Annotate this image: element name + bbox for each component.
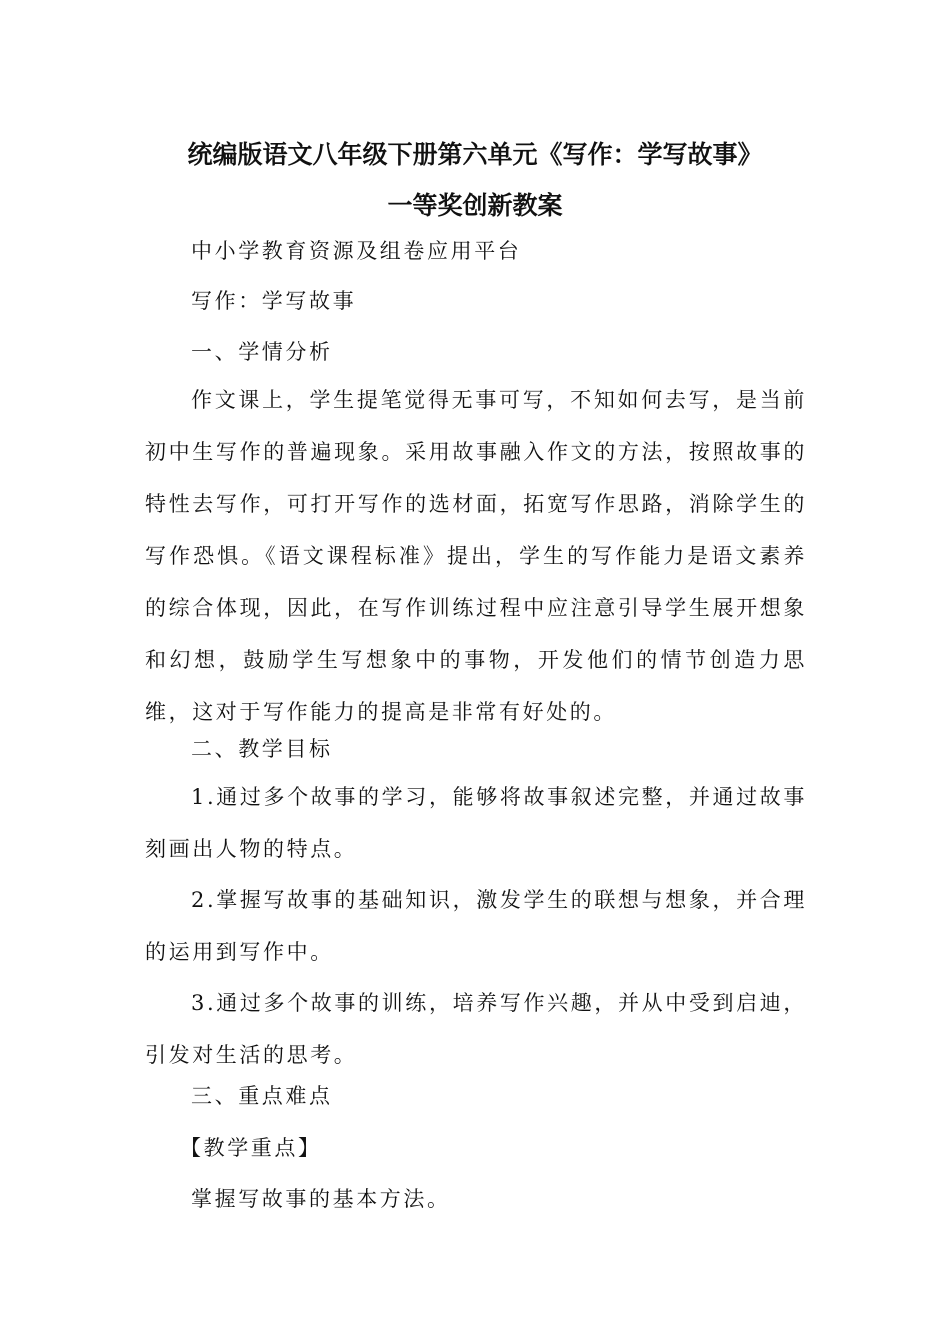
source-line: 中小学教育资源及组卷应用平台 <box>191 239 522 263</box>
key-point-text: 掌握写故事的基本方法。 <box>191 1187 451 1211</box>
section2-heading: 二、教学目标 <box>191 737 333 761</box>
document-title-line2: 一等奖创新教案 <box>387 191 563 220</box>
document-title-line1: 统编版语文八年级下册第六单元《写作：学写故事》 <box>187 140 763 169</box>
key-point-label: 【教学重点】 <box>180 1136 322 1160</box>
section1-heading: 一、学情分析 <box>191 340 333 364</box>
goal-item-3: 3.通过多个故事的训练，培养写作兴趣，并从中受到启迪，引发对生活的思考。 <box>145 991 807 1067</box>
goal-item-1: 1.通过多个故事的学习，能够将故事叙述完整，并通过故事刻画出人物的特点。 <box>145 785 807 861</box>
subject-line: 写作：学写故事 <box>191 289 357 313</box>
section1-body: 作文课上，学生提笔觉得无事可写，不知如何去写，是当前初中生写作的普遍现象。采用故事融入作文的方法，按照故事的特性去写作，可打开写作的选材面，拓宽写作思路，消除学生的写作恐惧。《语文课程标准》提出，学生的写作能力是语文素养的综合体现，因此，在写作训练过程中应注意引导学生展开想象和幻想，鼓励学生写想象中的事物，开发他们的情节创造力思维，这对于写作能力的提高是非常有好处的。 <box>145 388 807 724</box>
section3-heading: 三、重点难点 <box>191 1084 333 1108</box>
goal-item-2: 2.掌握写故事的基础知识，激发学生的联想与想象，并合理的运用到写作中。 <box>145 888 807 964</box>
